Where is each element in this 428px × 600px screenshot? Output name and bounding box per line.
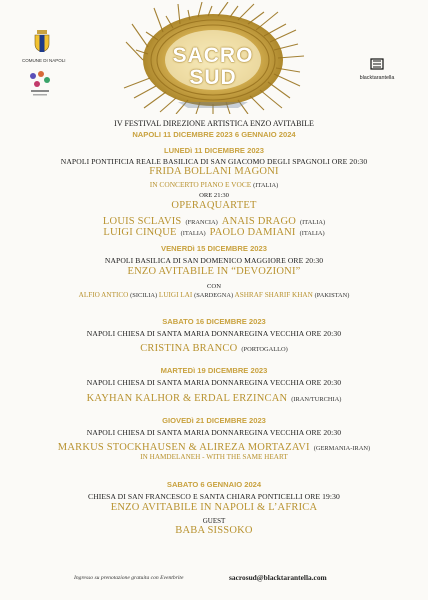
event-4-country: (IRAN/TURCHIA) — [291, 396, 342, 403]
event-2-venue: NAPOLI BASILICA DI SAN DOMENICO MAGGIORE ORE 20:30 — [104, 256, 324, 265]
guest-country: (PAKISTAN) — [314, 292, 350, 299]
event-3-artist: CRISTINA BRANCO — [140, 343, 238, 354]
event-1-members-row-2 — [0, 222, 428, 240]
event-5-country: (GERMANIA-IRAN) — [313, 445, 371, 452]
contact-email[interactable]: sacrosud@blacktarantella.com — [229, 573, 327, 582]
member-country: (ITALIA) — [180, 230, 206, 237]
logo-title-line-1: SACRO — [172, 44, 254, 67]
event-6-artist: ENZO AVITABILE IN NAPOLI & L’AFRICA — [110, 502, 318, 513]
event-5-date: GIOVEDì 21 DICEMBRE 2023 — [162, 416, 266, 425]
event-1-subtitle-line — [0, 180, 428, 189]
guest-country: (SARDEGNA) — [194, 292, 234, 299]
event-1-subtitle-country: (ITALIA) — [253, 182, 279, 189]
musical-notes-logo-icon — [25, 68, 55, 100]
member-country: (FRANCIA) — [185, 219, 218, 226]
member-name: PAOLO DAMIANI — [209, 227, 296, 238]
member-country: (ITALIA) — [300, 219, 326, 226]
festival-direction: IV FESTIVAL DIREZIONE ARTISTICA ENZO AVITABILE — [114, 119, 314, 128]
blacktarantella-mark-icon — [370, 58, 384, 70]
event-1-artist: FRIDA BOLLANI MAGONI — [149, 166, 279, 177]
event-2-artist: ENZO AVITABILE IN “DEVOZIONI” — [127, 266, 301, 277]
festival-dates: NAPOLI 11 DICEMBRE 2023 6 GENNAIO 2024 — [132, 130, 296, 139]
event-3-venue: NAPOLI CHIESA DI SANTA MARIA DONNAREGINA VECCHIA ORE 20:30 — [86, 329, 342, 338]
event-2-con: CON — [207, 283, 221, 290]
event-1-venue: NAPOLI PONTIFICIA REALE BASILICA DI SAN GIACOMO DEGLI SPAGNOLI ORE 20:30 — [60, 157, 368, 166]
comune-caption: COMUNE DI NAPOLI — [22, 58, 66, 63]
guest-name: ALFIO ANTICO — [78, 291, 129, 299]
guest-name: ASHRAF SHARIF KHAN — [234, 291, 313, 299]
event-6-guest: BABA SISSOKO — [175, 525, 253, 536]
event-4-artist: KAYHAN KALHOR & ERDAL ERZINCAN — [86, 393, 288, 404]
event-4-artist-line — [0, 388, 428, 406]
event-1-group: OPERAQUARTET — [171, 200, 257, 211]
event-1-date: LUNEDì 11 DICEMBRE 2023 — [163, 146, 265, 155]
blacktarantella-caption: blacktarantella — [359, 75, 395, 81]
member-name: ANAIS DRAGO — [221, 216, 297, 227]
member-name: LUIGI CINQUE — [103, 227, 177, 238]
event-5-subtitle: IN HAMDELANEH - WITH THE SAME HEART — [140, 453, 288, 461]
blacktarantella-logo — [354, 57, 400, 81]
event-4-date: MARTEDì 19 DICEMBRE 2023 — [160, 366, 268, 375]
sacro-sud-logo — [118, 2, 308, 114]
logo-title-line-2: SUD — [189, 66, 237, 89]
event-6-date: SABATO 6 GENNAIO 2024 — [166, 480, 262, 489]
guest-country: (SICILIA) — [130, 292, 158, 299]
event-6-venue: CHIESA DI SAN FRANCESCO E SANTA CHIARA PONTICELLI ORE 19:30 — [88, 492, 340, 501]
event-1-second-time: ORE 21:30 — [199, 192, 229, 199]
event-5-venue: NAPOLI CHIESA DI SANTA MARIA DONNAREGINA VECCHIA ORE 20:30 — [86, 428, 342, 437]
event-5-artist: MARKUS STOCKHAUSEN & ALIREZA MORTAZAVI — [57, 442, 310, 453]
event-6-guest-label: GUEST — [202, 517, 226, 525]
member-country: (ITALIA) — [299, 230, 325, 237]
event-2-guests — [0, 291, 428, 299]
event-1-subtitle: IN CONCERTO PIANO E VOCE — [149, 180, 252, 189]
event-3-artist-line — [0, 338, 428, 356]
comune-crest-icon — [34, 30, 50, 52]
guest-name: LUIGI LAI — [158, 291, 193, 299]
event-2-date: VENERDì 15 DICEMBRE 2023 — [161, 244, 267, 253]
event-4-venue: NAPOLI CHIESA DI SANTA MARIA DONNAREGINA VECCHIA ORE 20:30 — [86, 378, 342, 387]
event-3-date: SABATO 16 DICEMBRE 2023 — [162, 317, 266, 326]
booking-note: Ingresso su prenotazione gratuita con Eventbrite — [74, 575, 184, 581]
event-3-country: (PORTOGALLO) — [241, 346, 288, 353]
member-name: LOUIS SCLAVIS — [102, 216, 182, 227]
